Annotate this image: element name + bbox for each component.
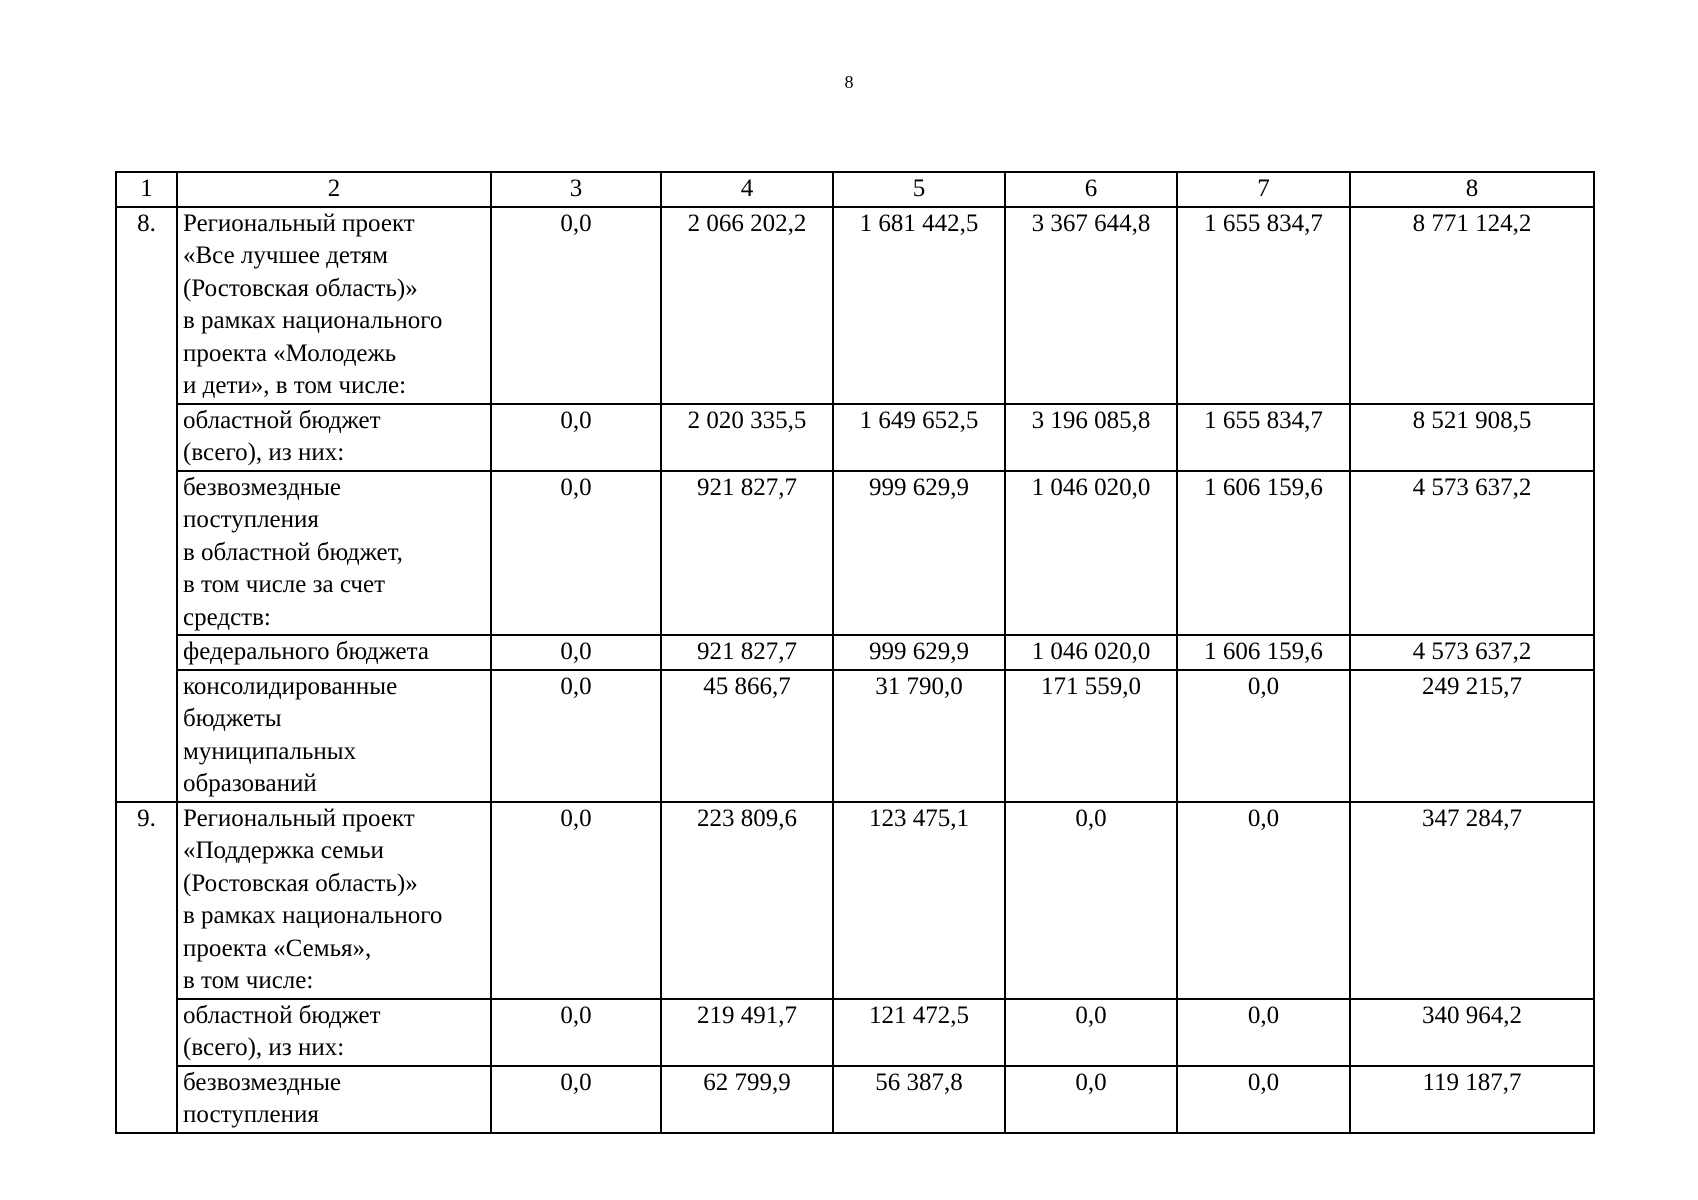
value-cell: 123 475,1 [833,802,1005,999]
header-cell: 3 [491,172,661,207]
value-cell: 1 046 020,0 [1005,471,1177,636]
header-cell: 4 [661,172,833,207]
value-cell: 0,0 [491,404,661,471]
row-index-cell: 9. [116,802,177,1133]
row-name-cell [177,1066,491,1133]
row-name-cell [177,404,491,471]
row-name-line: образований [183,770,317,797]
value-cell: 0,0 [1177,1066,1350,1133]
value-cell: 2 066 202,2 [661,207,833,404]
value-cell: 1 649 652,5 [833,404,1005,471]
header-cell: 7 [1177,172,1350,207]
row-name-line: (Ростовская область)» [183,869,418,897]
row-name-line: Региональный проект [183,209,415,237]
row-name-line: (всего), из них: [183,439,345,466]
value-cell: 4 573 637,2 [1350,635,1594,670]
row-name-line: (всего), из них: [183,1034,345,1061]
value-cell: 0,0 [491,471,661,636]
row-index-cell: 8. [116,207,177,802]
row-name-line: средств: [183,603,271,631]
budget-table [115,171,1595,1134]
value-cell: 219 491,7 [661,999,833,1066]
table-row [116,404,1594,471]
table-header-row [116,172,1594,207]
value-cell: 4 573 637,2 [1350,471,1594,636]
value-cell: 0,0 [1177,999,1350,1066]
value-cell: 249 215,7 [1350,670,1594,802]
value-cell: 999 629,9 [833,635,1005,670]
value-cell: 1 606 159,6 [1177,471,1350,636]
row-name-line: в рамках национального [183,902,443,929]
value-cell: 45 866,7 [661,670,833,802]
value-cell: 921 827,7 [661,635,833,670]
row-name-line: безвозмездные [183,1068,341,1096]
table-body [116,207,1594,1133]
value-cell: 31 790,0 [833,670,1005,802]
header-cell: 2 [177,172,491,207]
value-cell: 0,0 [1005,802,1177,999]
value-cell: 1 681 442,5 [833,207,1005,404]
row-name-cell [177,635,491,670]
row-name-line: в том числе за счет [183,571,386,598]
value-cell: 62 799,9 [661,1066,833,1133]
row-name-line: «Поддержка семьи [183,837,384,864]
row-name-line: федерального бюджета [183,638,429,665]
value-cell: 0,0 [491,635,661,670]
value-cell: 3 367 644,8 [1005,207,1177,404]
page-number: 8 [844,72,854,92]
row-name-line: бюджеты [183,705,282,732]
value-cell: 1 655 834,7 [1177,404,1350,471]
header-cell: 8 [1350,172,1594,207]
value-cell: 999 629,9 [833,471,1005,636]
row-name-cell [177,670,491,802]
row-name-line: проекта «Молодежь [183,339,397,367]
table-row [116,207,1594,404]
value-cell: 1 046 020,0 [1005,635,1177,670]
table-row [116,802,1594,999]
row-name-line: областной бюджет [183,1001,381,1029]
value-cell: 0,0 [491,1066,661,1133]
row-name-line: (Ростовская область)» [183,274,418,302]
row-name-cell [177,999,491,1066]
row-name-line: проекта «Семья», [183,934,372,962]
value-cell: 0,0 [491,670,661,802]
row-name-line: в том числе: [183,967,314,994]
row-name-line: областной бюджет [183,406,381,434]
value-cell: 8 771 124,2 [1350,207,1594,404]
header-cell: 5 [833,172,1005,207]
table-row [116,999,1594,1066]
header-cell: 1 [116,172,177,207]
value-cell: 921 827,7 [661,471,833,636]
value-cell: 2 020 335,5 [661,404,833,471]
value-cell: 1 655 834,7 [1177,207,1350,404]
value-cell: 8 521 908,5 [1350,404,1594,471]
row-name-line: муниципальных [183,737,357,765]
value-cell: 0,0 [491,802,661,999]
row-name-line: Региональный проект [183,804,415,832]
row-name-line: поступления [183,506,319,533]
value-cell: 340 964,2 [1350,999,1594,1066]
value-cell: 0,0 [491,207,661,404]
value-cell: 0,0 [1005,1066,1177,1133]
row-name-line: в областной бюджет, [183,538,403,566]
row-name-line: консолидированные [183,672,398,700]
row-name-line: безвозмездные [183,473,341,501]
value-cell: 347 284,7 [1350,802,1594,999]
table-row [116,471,1594,636]
row-name-cell [177,207,491,404]
value-cell: 223 809,6 [661,802,833,999]
value-cell: 171 559,0 [1005,670,1177,802]
value-cell: 0,0 [1177,670,1350,802]
table-row [116,1066,1594,1133]
value-cell: 3 196 085,8 [1005,404,1177,471]
value-cell: 0,0 [1177,802,1350,999]
row-name-line: «Все лучшее детям [183,242,388,269]
value-cell: 119 187,7 [1350,1066,1594,1133]
row-name-line: и дети», в том числе: [183,372,407,399]
value-cell: 0,0 [491,999,661,1066]
row-name-line: в рамках национального [183,307,443,334]
row-name-line: поступления [183,1101,319,1128]
header-cell: 6 [1005,172,1177,207]
table-row [116,635,1594,670]
table-row [116,670,1594,802]
value-cell: 1 606 159,6 [1177,635,1350,670]
value-cell: 56 387,8 [833,1066,1005,1133]
row-name-cell [177,802,491,999]
value-cell: 0,0 [1005,999,1177,1066]
row-name-cell [177,471,491,636]
value-cell: 121 472,5 [833,999,1005,1066]
